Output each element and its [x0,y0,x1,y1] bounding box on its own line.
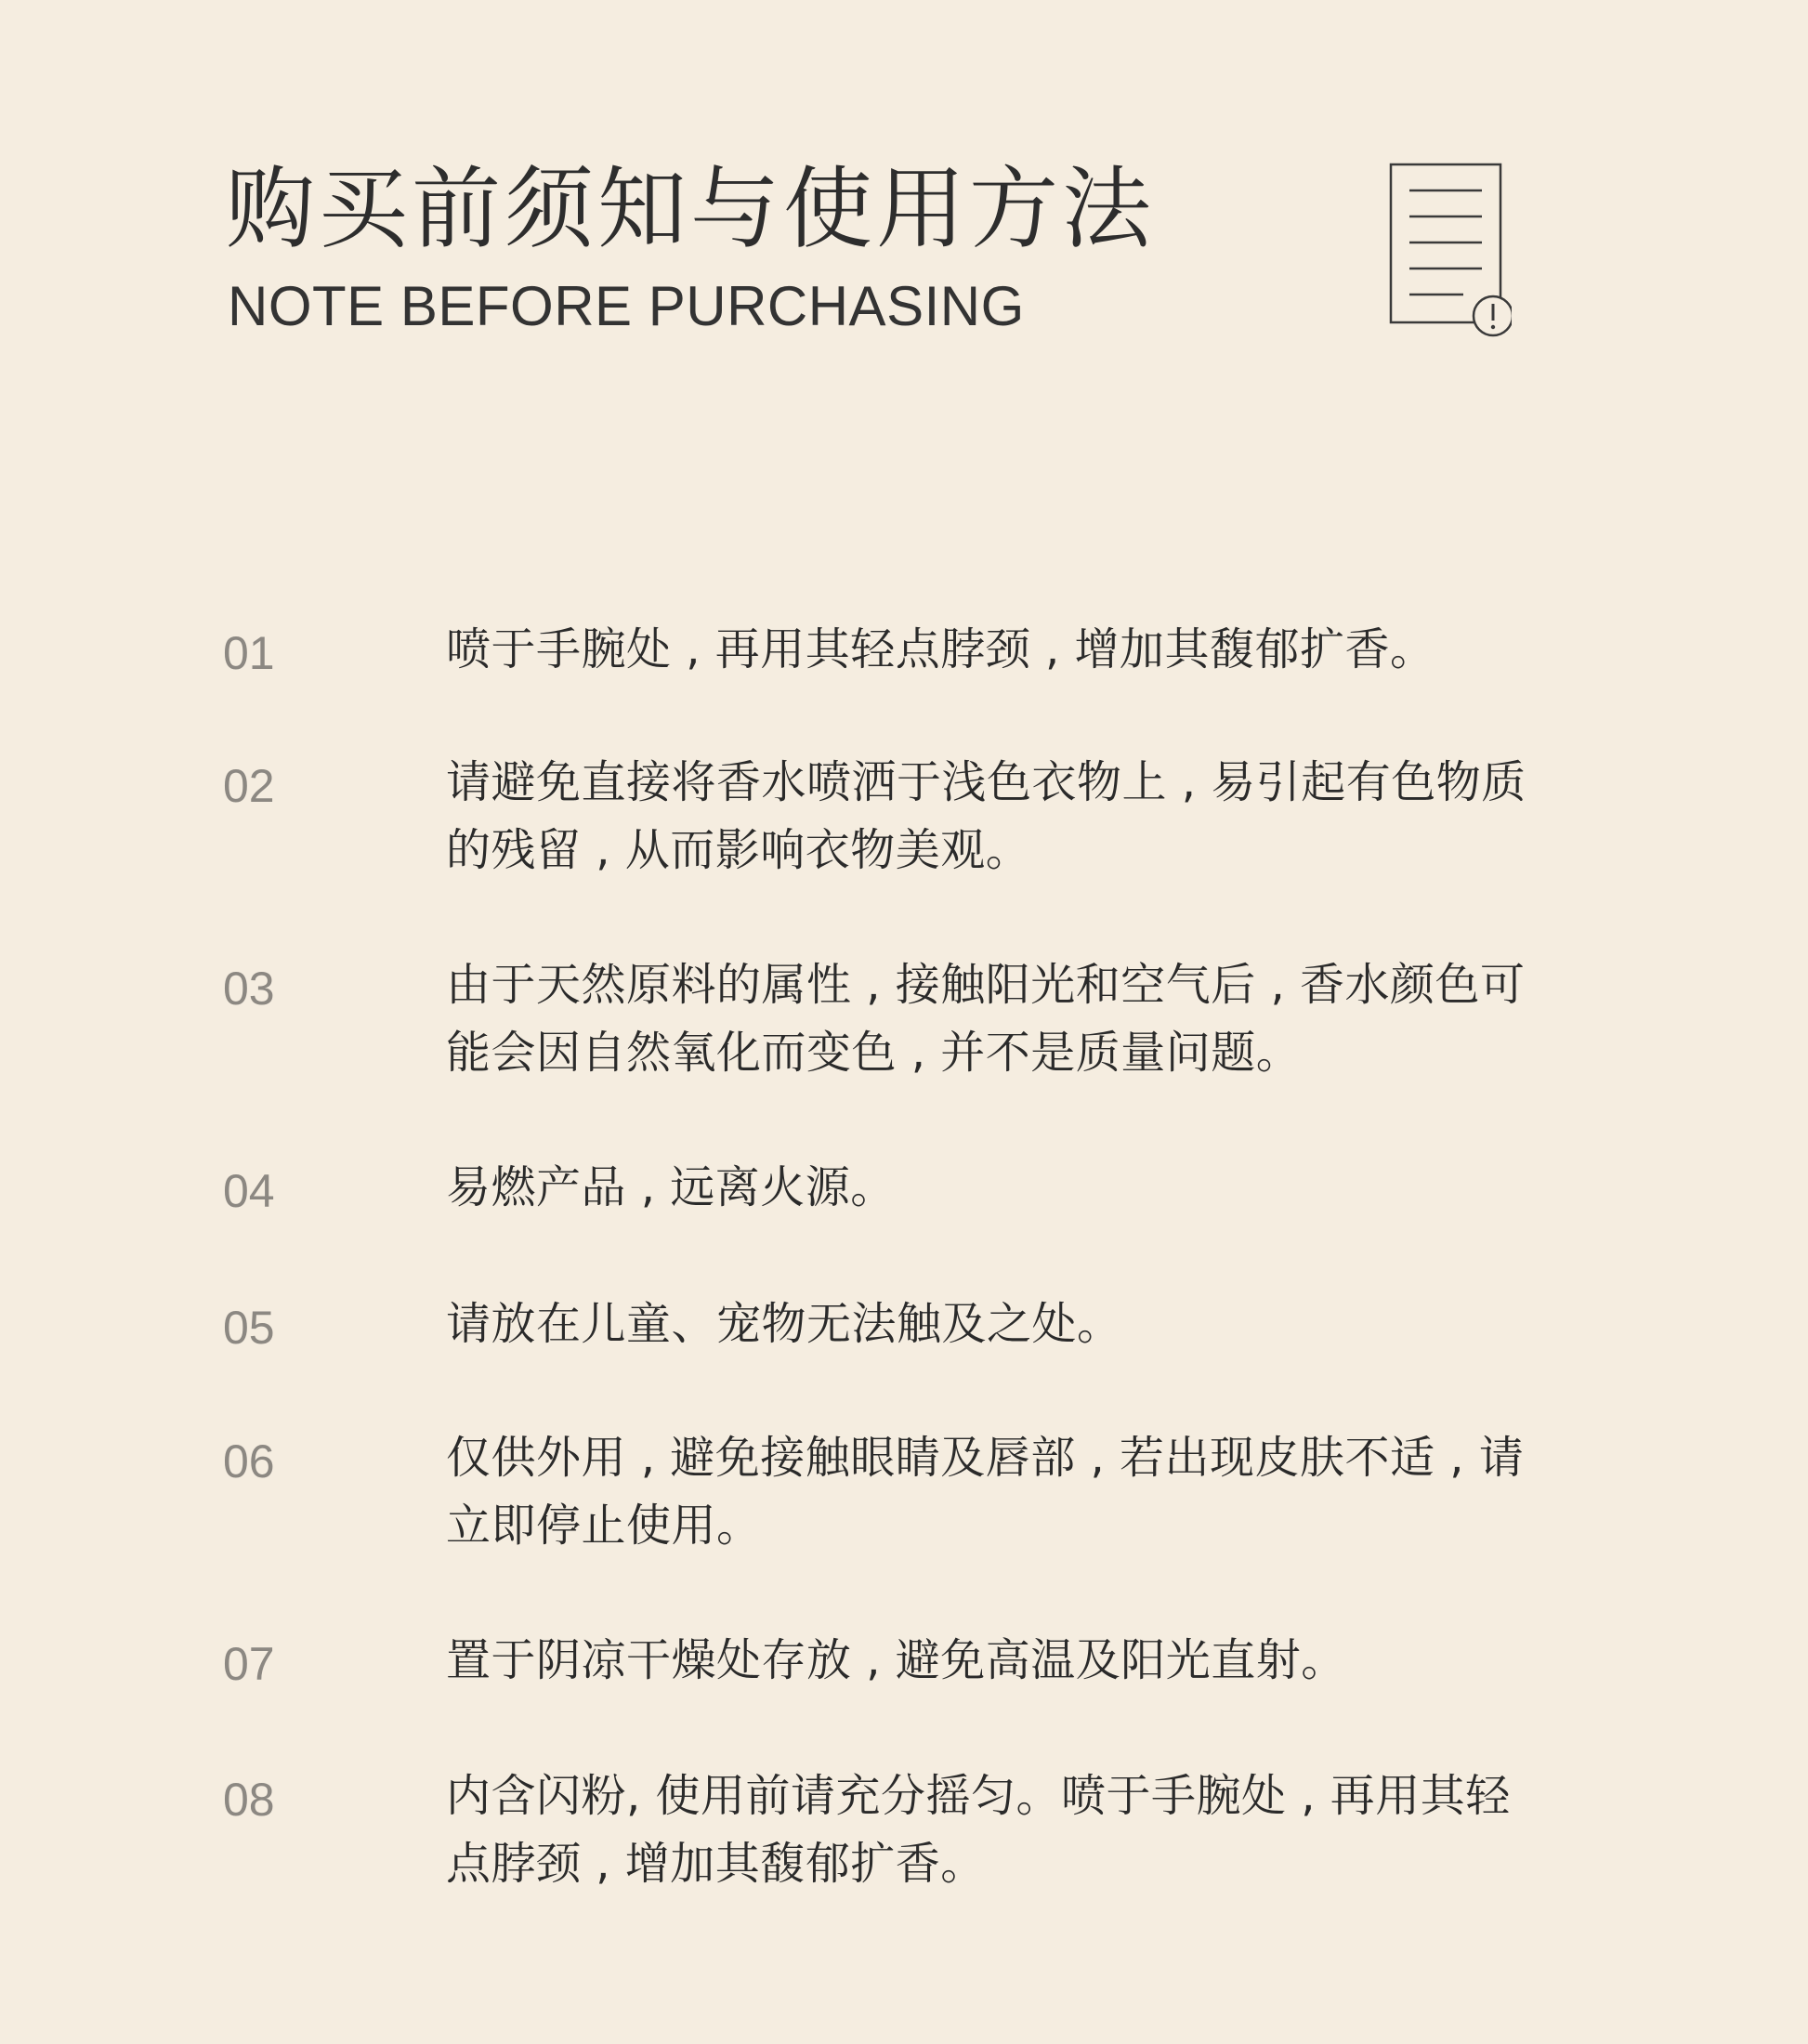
document-warning-icon [1389,163,1512,348]
item-text: 仅供外用 , 避免接触眼睛及唇部 , 若出现皮肤不适 , 请立即停止使用。 [446,1432,1525,1552]
page-title: 购买前须知与使用方法 [226,157,1155,261]
item-text: 易燃产品 , 远离火源。 [446,1161,896,1213]
item-text: 请放在儿童、宠物无法触及之处。 [446,1298,1122,1350]
item-text: 喷于手腕处 , 再用其轻点脖颈 , 增加其馥郁扩香。 [446,623,1435,675]
item-text: 由于天然原料的属性 , 接触阳光和空气后 , 香水颜色可能会因自然氧化而变色 , 并不是质量问题。 [446,959,1526,1079]
item-number: 02 [223,760,275,812]
item-text: 置于阴凉干燥处存放 , 避免高温及阳光直射。 [446,1634,1346,1686]
item-text: 请避免直接将香水喷洒于浅色衣物上 , 易引起有色物质的残留 , 从而影响衣物美观。 [446,756,1526,876]
item-number: 04 [223,1165,275,1217]
item-number: 01 [223,627,275,679]
item-number: 07 [223,1638,275,1690]
item-number: 03 [223,963,275,1015]
header [226,158,1526,362]
item-number: 08 [223,1774,275,1826]
item-number: 05 [223,1302,275,1354]
page-subtitle: NOTE BEFORE PURCHASING [228,275,1025,337]
item-number: 06 [223,1435,275,1487]
item-text: 内含闪粉, 使用前请充分摇匀。喷于手腕处 , 再用其轻点脖颈 , 增加其馥郁扩香。 [446,1770,1511,1890]
